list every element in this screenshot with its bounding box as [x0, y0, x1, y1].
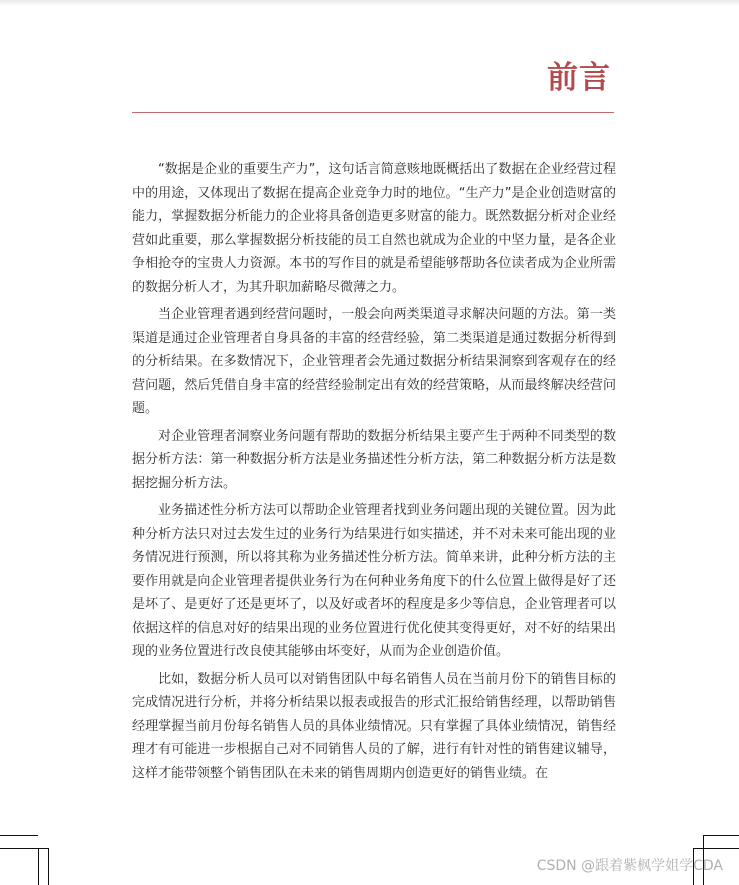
- watermark: CSDN @跟着紫枫学姐学CDA: [536, 858, 723, 874]
- body-text: [132, 158, 616, 789]
- page-title: 前言: [547, 60, 611, 96]
- paragraph: “数据是企业的重要生产力”，这句话言简意赅地既概括出了数据在企业经营过程中的用途，又体现出了数据在提高企业竞争力时的地位。“生产力”是企业创造财富的能力，掌握数据分析能力的企业将具备创造更多财富的能力。既然数据分析对企业经营如此重要，那么掌握数据分析技能的员工自然也就成为企业的中坚力量，是各企业争相抢夺的宝贵人力资源。本书的写作目的就是希望能够帮助各位读者成为企业所需的数据分析人才，为其升职加薪略尽微薄之力。: [132, 162, 616, 295]
- top-edge-shadow: [0, 0, 739, 6]
- paragraph: 业务描述性分析方法可以帮助企业管理者找到业务问题出现的关键位置。因为此种分析方法只对过去发生过的业务行为结果进行如实描述，并不对未来可能出现的业务情况进行预测，所以将其称为业务描述性分析方法。简单来讲，此种分析方法的主要作用就是向企业管理者提供业务行为在何种业务角度下的什么位置上做得是好了还是坏了、是更好了还是更坏了，以及好或者坏的程度是多少等信息，企业管理者可以依据这样的信息对好的结果出现的业务位置进行优化使其变得更好，对不好的结果出现的业务位置进行改良使其能够由坏变好，从而为企业创造价值。: [132, 503, 616, 659]
- crop-mark-right-horizontal-2: [693, 848, 739, 849]
- paragraph: 比如，数据分析人员可以对销售团队中每名销售人员在当前月份下的销售目标的完成情况进行分析，并将分析结果以报表或报告的形式汇报给销售经理，以帮助销售经理掌握当前月份每名销售人员的具体业绩情况。只有掌握了具体业绩情况，销售经理才有可能进一步根据自己对不同销售人员的了解，进行有针对性的销售建议辅导，这样才能带领整个销售团队在未来的销售周期内创造更好的销售业绩。在: [132, 671, 616, 781]
- crop-mark-left-horizontal: [0, 835, 38, 836]
- crop-mark-left-horizontal-2: [0, 848, 48, 849]
- paragraph: 当企业管理者遇到经营问题时，一般会向两类渠道寻求解决问题的方法。第一类渠道是通过企业管理者自身具备的丰富的经营经验，第二类渠道是通过数据分析得到的分析结果。在多数情况下，企业管理者会先通过数据分析结果洞察到客观存在的经营问题，然后凭借自身丰富的经营经验制定出有效的经营策略，从而最终解决经营问题。: [132, 307, 616, 416]
- crop-mark-right-horizontal: [703, 835, 739, 836]
- paragraph: 对企业管理者洞察业务问题有帮助的数据分析结果主要产生于两种不同类型的数据分析方法：第一种数据分析方法是业务描述性分析方法，第二种数据分析方法是数据挖掘分析方法。: [132, 428, 616, 491]
- title-divider: [132, 112, 614, 113]
- crop-mark-left-vertical-2: [48, 848, 49, 885]
- crop-mark-left-vertical: [38, 848, 39, 885]
